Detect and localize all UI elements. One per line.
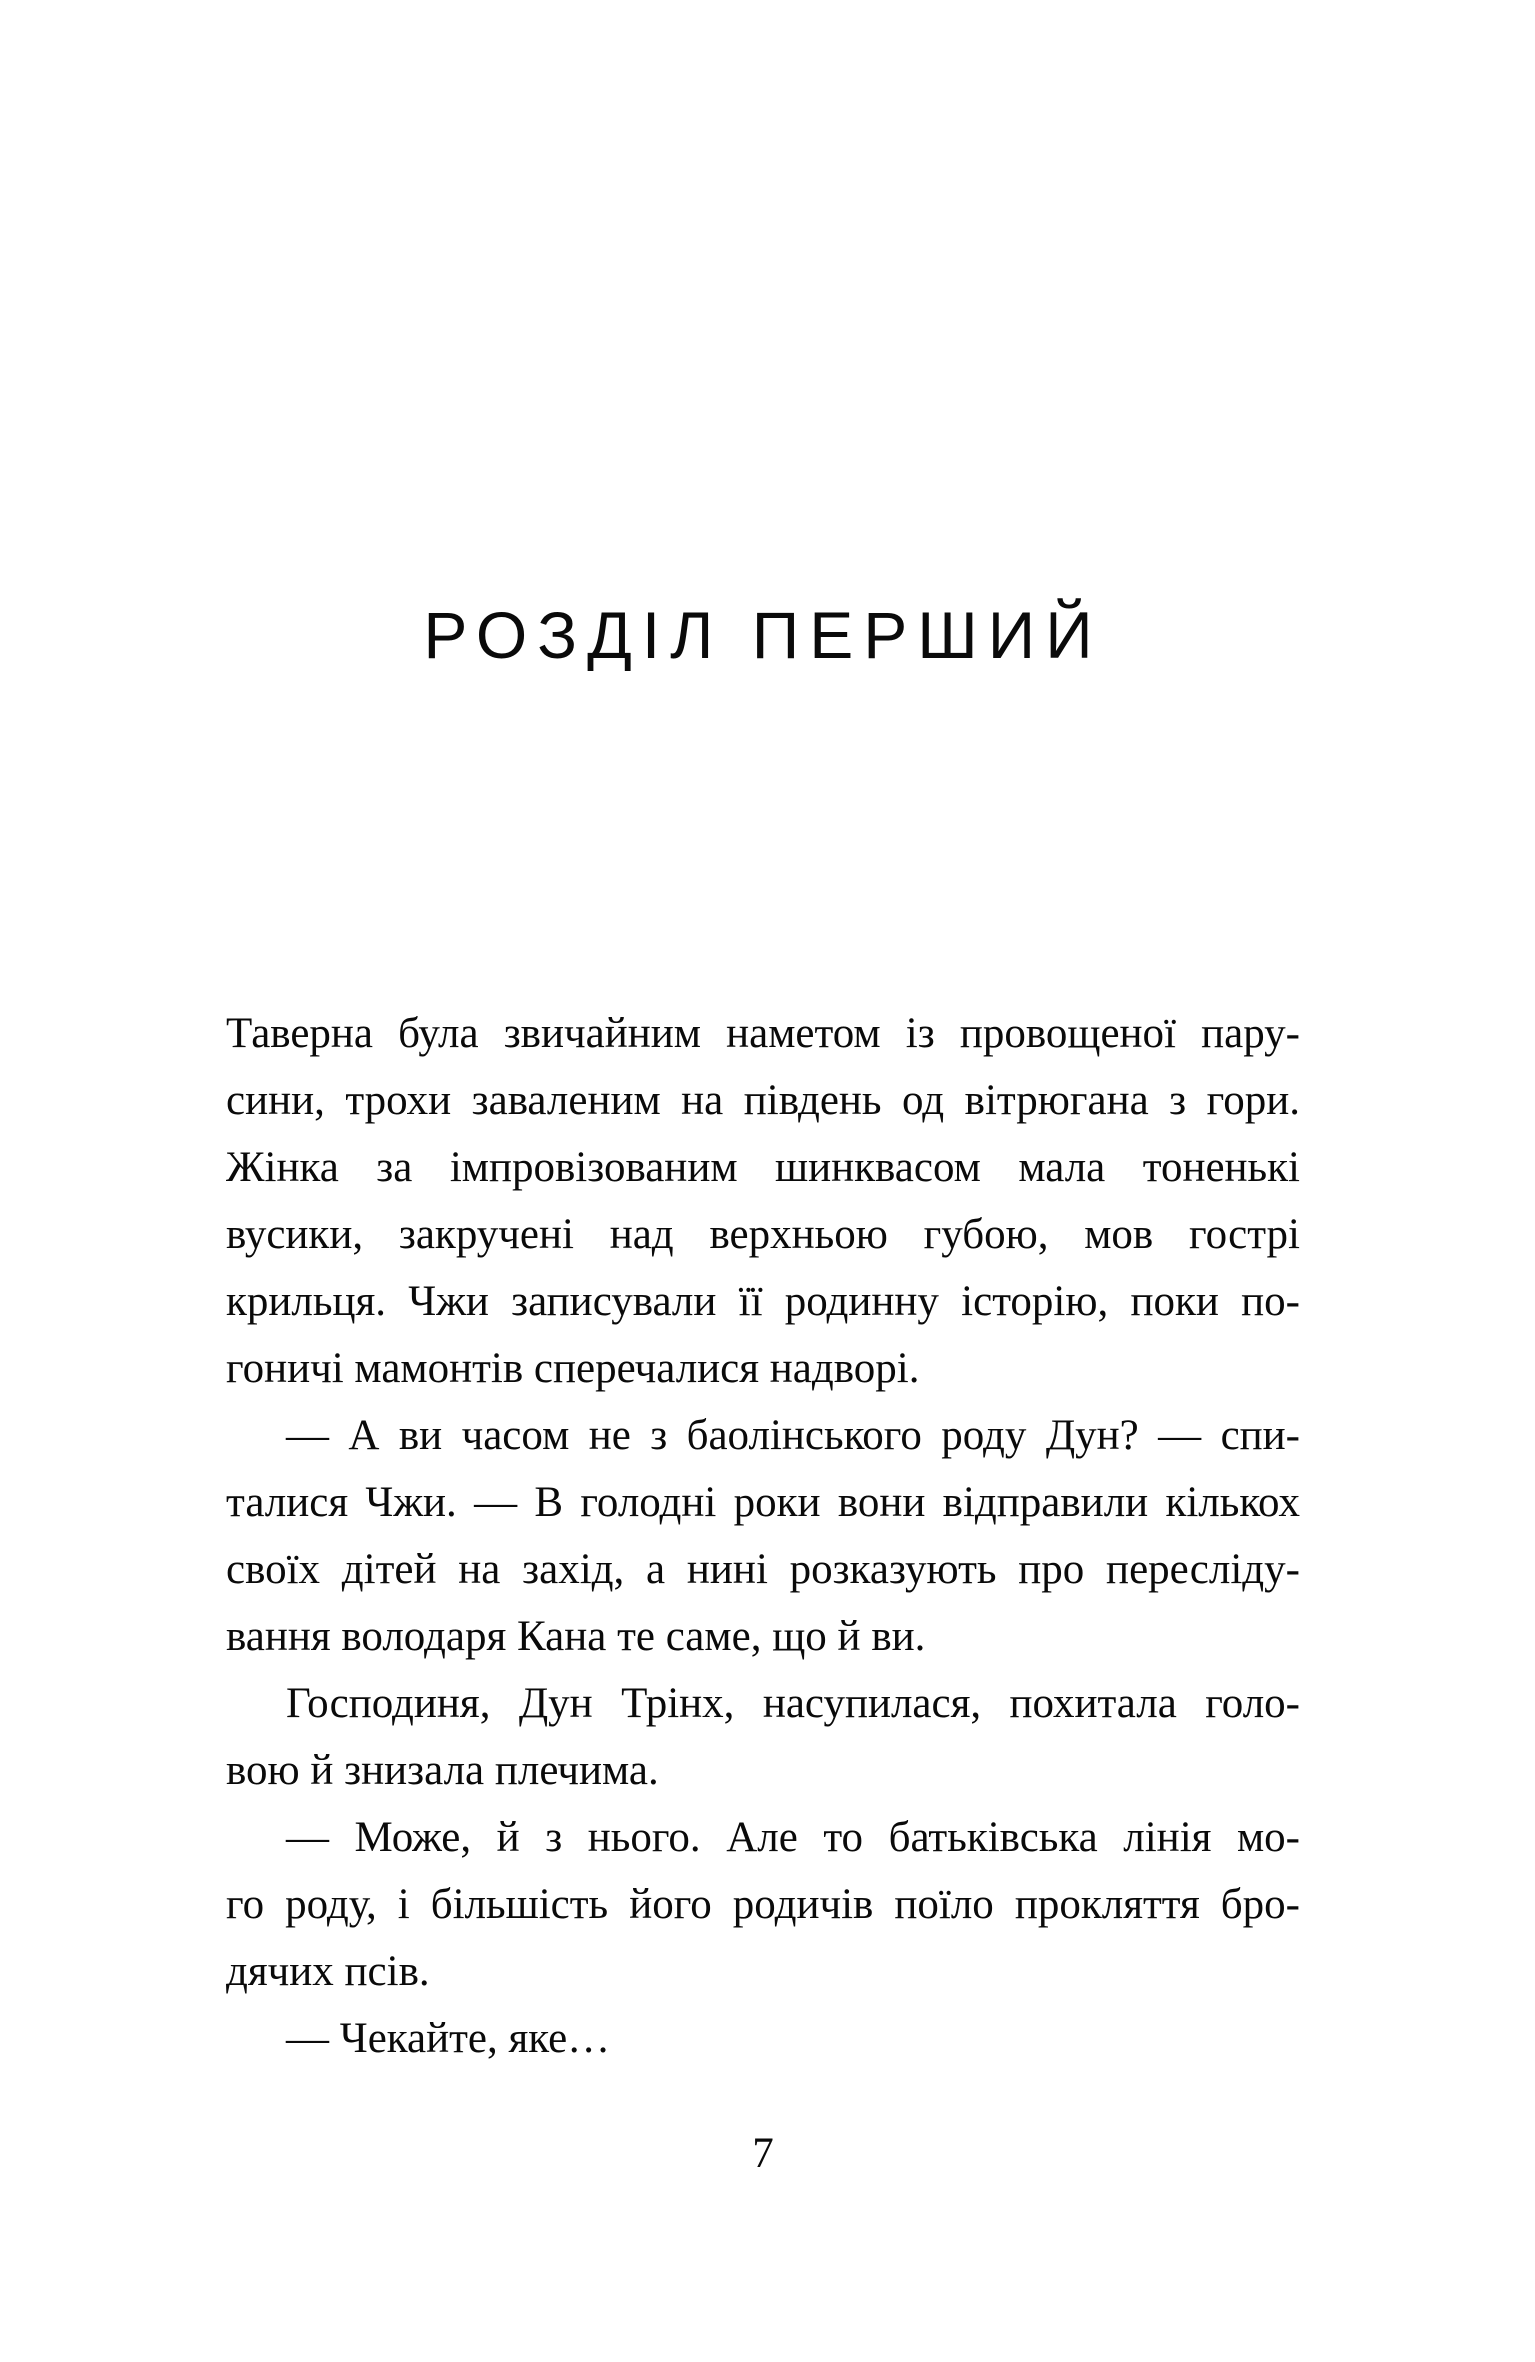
text-line: сини, трохи заваленим на південь од вітрюгана з гори. <box>226 1077 1300 1124</box>
body-text <box>226 1000 1300 2072</box>
paragraph <box>226 1402 1300 1670</box>
page-number: 7 <box>752 2130 774 2177</box>
paragraph <box>226 2005 1300 2072</box>
text-line: го роду, і більшість його родичів поїло прокляття бро- <box>226 1881 1300 1928</box>
paragraph <box>226 1670 1300 1804</box>
text-line: — Може, й з нього. Але то батьківська лінія мо- <box>286 1814 1300 1861</box>
paragraph <box>226 1000 1300 1402</box>
text-line: Господиня, Дун Трінх, насупилася, похитала голо- <box>286 1680 1300 1727</box>
text-line: Жінка за імпровізованим шинквасом мала тоненькі <box>226 1144 1300 1191</box>
text-line: вою й знизала плечима. <box>226 1747 659 1794</box>
text-line: — Чекайте, яке… <box>286 2015 611 2062</box>
text-line: своїх дітей на захід, а нині розказують про пересліду- <box>226 1546 1300 1593</box>
chapter-title: РОЗДІЛ ПЕРШИЙ <box>423 598 1103 672</box>
paragraph <box>226 1804 1300 2005</box>
text-line: дячих псів. <box>226 1948 430 1995</box>
text-line: талися Чжи. — В голодні роки вони відправили кількох <box>226 1479 1300 1526</box>
text-line: — А ви часом не з баолінського роду Дун? — спи- <box>286 1412 1300 1459</box>
text-line: Таверна була звичайним наметом із провощеної пару- <box>226 1010 1300 1057</box>
text-line: гоничі мамонтів сперечалися надворі. <box>226 1345 920 1392</box>
text-line: крильця. Чжи записували її родинну історію, поки по- <box>226 1278 1300 1325</box>
text-line: вусики, закручені над верхньою губою, мов гострі <box>226 1211 1300 1258</box>
text-line: вання володаря Кана те саме, що й ви. <box>226 1613 926 1660</box>
